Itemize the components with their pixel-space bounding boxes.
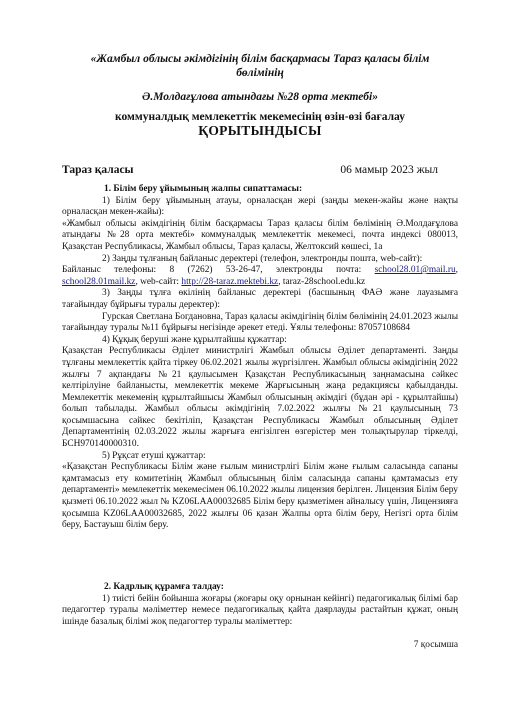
place: Тараз қаласы xyxy=(62,164,134,176)
email-link-1[interactable]: school28.01@mail.ru xyxy=(374,265,456,276)
section-2 xyxy=(62,582,458,652)
header-line-2: Ә.Молдағұлова атындағы №28 орта мектебі» xyxy=(142,91,378,103)
annex-label: 7 қосымша xyxy=(413,640,458,651)
date: 06 мамыр 2023 жыл xyxy=(340,164,438,176)
contacts-prefix: Байланыс телефоны: 8 (7262) 53-26-47, электронды почта: xyxy=(62,265,362,276)
item-5-text: «Қазақстан Республикасы Білім және ғылым министрлігі Білім және ғылым саласында сапаны қамтамасыз ету комитетінің Жамбыл облысының білім саласында сапаны қамтамасыз ету департаменті» мемлекеттік мекемесімен 06.10.2022 жылы лицензия берілген. Лицензия Білім беру қызметі 06.10.2022 жыл № KZ06LAA00032685 Білім беру қызметімен айналысу үшін, Лицензияға қосымша KZ06LAA00032685, 2022 жылғы 06 қазан Жалпы орта білім беру, Негізгі орта білім беру, Бастауыш білім беру. xyxy=(62,462,458,531)
item-3-text: Гурская Светлана Богдановна, Тараз қаласы әкімдігінің білім бөлімінің 24.01.2023 жылы тағайындау туралы №11 бұйрығы негізінде әрекет етеді. Ұялы телефоны: 87057108684 xyxy=(62,311,458,334)
section-2-item-1: 1) тиісті бейін бойынша жоғары (жоғары оқу орнынан кейінгі) педагогикалық білімі бар педагогтер туралы мәліметтер немесе педагогикалық қайта даярлауды растайтын құжат, оның ішінде базалық білімі жоқ педагогтер туралы мәліметтер: xyxy=(62,593,458,627)
item-5-label: 5) Рұқсат етуші құжаттар: xyxy=(102,450,206,461)
section-1 xyxy=(62,184,458,532)
item-3-label: 3) Заңды тұлға өкілінің байланыс деректері (басшының ФАӘ және лауазымға тағайындау бұйрығы туралы деректер): xyxy=(62,288,458,310)
document-title: ҚОРЫТЫНДЫСЫ xyxy=(198,123,322,138)
header-line-1: «Жамбыл облысы әкімдігінің білім басқармасы Тараз қаласы білім бөлімінің xyxy=(90,53,430,79)
item-1-text: «Жамбыл облысы әкімдігінің білім басқармасы Тараз қаласы білім бөлімінің Ә.Молдағұлова атындағы №28 орта мектебі» коммуналдық мемлекеттік мекемесі, почта индексі 080013, Қазақстан Республикасы, Жамбыл облысы, Тараз қаласы, Желтоксий көшесі, 1а xyxy=(62,218,458,252)
item-4-text: Қазақстан Республикасы Әділет министрлігі Жамбыл облысы Әділет департаменті. Заңды тұлғаны мемлекеттік қайта тіркеу 06.02.2021 жылы жүргізілген. Жамбыл облысы әкімдігінің 2022 жылғы 7 ақпандағы №21 қаулысымен Қазақстан Республикасының заңнамасына сәйкес келтірілуіне байланысты, мемлекеттік мекеме Жарғысының жаңа редакциясы қабылданды. Мемлекеттік мекеменің құрылтайшысы Жамбыл облысының әкімдігі (бұдан әрі - құрылтайшы) болып табылады. Жамбыл облысы әкімдігінің 7.02.2022 жылғы №21 қаулысының 73 қосымшасына сәйкес бекітіліп, Қазақстан Республикасы Жамбыл облысының Әділет Департаментінің 02.03.2022 жылы жарғыға енгізілген өзгерістер мен толықтырулар тіркелді, БСН970140000310. xyxy=(62,346,458,450)
item-1-label: 1) Білім беру ұйымының атауы, орналасқан жері (заңды мекен-жайы және нақты орналасқан мекен-жайы): xyxy=(62,195,458,218)
item-4-label: 4) Құқық беруші және құрылтайшы құжаттар: xyxy=(102,334,287,345)
section-2-heading: 2. Кадрлық құрамға талдау: xyxy=(104,582,224,592)
header-line-3: коммуналдық мемлекеттік мекемесінің өзін-өзі бағалау xyxy=(115,111,405,123)
email-link-2[interactable]: school28.01mail.kz xyxy=(62,276,136,287)
item-2-label: 2) Заңды тұлғаның байланыс деректері (телефон, электронды пошта, web-сайт): xyxy=(102,253,423,264)
item-2-text: Байланыс телефоны: 8 (7262) 53-26-47, электронды почта: school28.01@mail.ru, school28.01mail.kz, web-сайт: http://28-taraz.mektebi.kz, taraz-28school.edu.kz xyxy=(62,265,458,287)
section-1-heading: 1. Білім беру ұйымының жалпы сипаттамасы: xyxy=(104,184,303,194)
website-prefix: , web-сайт: xyxy=(135,276,180,287)
website-alt: , taraz-28school.edu.kz xyxy=(278,276,366,287)
website-link[interactable]: http://28-taraz.mektebi.kz xyxy=(181,276,279,287)
